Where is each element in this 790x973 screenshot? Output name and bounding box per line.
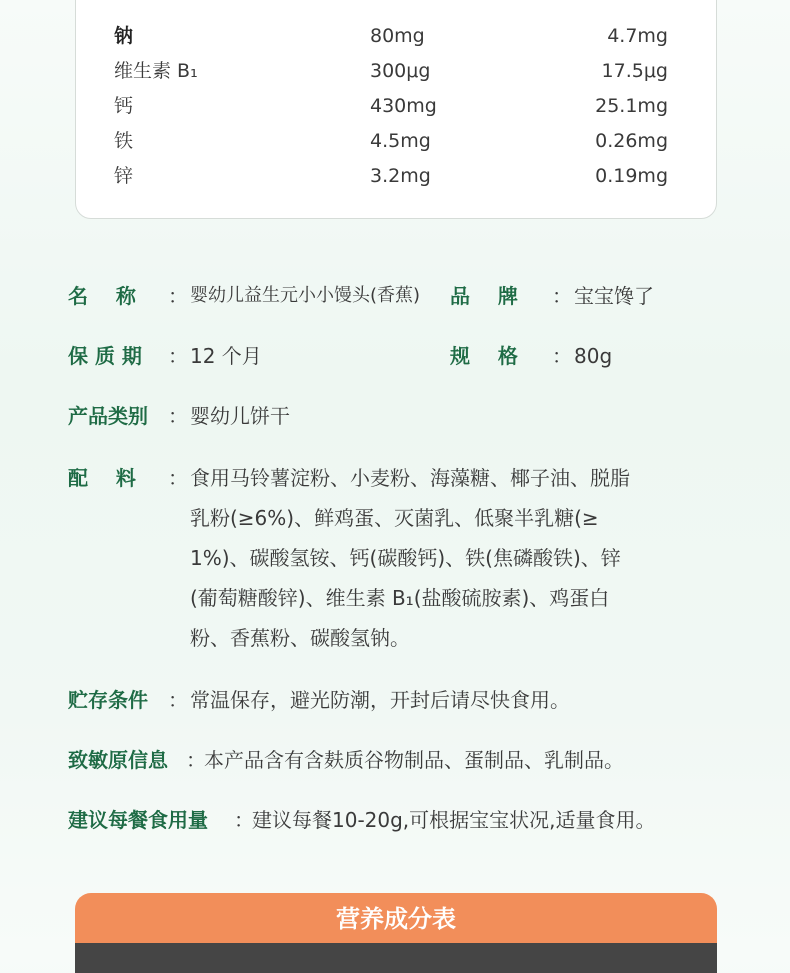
shelf-life-label: 保 质 期 [68, 344, 142, 368]
allergen-label: 致敏原信息 [68, 748, 168, 772]
nutrition-table-column-header [75, 943, 717, 973]
category-value: 婴幼儿饼干 [190, 404, 290, 428]
shelf-life-colon: ： [168, 344, 188, 368]
nutrition-row [76, 161, 716, 191]
nutrient-name: 铁 [114, 130, 134, 152]
nutrient-nrv: 0.26mg [595, 130, 668, 152]
nutrient-per100: 3.2mg [370, 165, 431, 187]
nutrition-row [76, 126, 716, 156]
ingredients-line: 乳粉(≥6%)、鲜鸡蛋、灭菌乳、低聚半乳糖(≥ [190, 506, 599, 530]
name-label: 名 称 [68, 284, 136, 308]
nutrient-name: 钙 [114, 95, 134, 117]
serving-colon: ： [234, 808, 254, 832]
nutrient-name: 锌 [114, 165, 134, 187]
brand-value: 宝宝馋了 [574, 284, 654, 308]
name-colon: ： [168, 284, 188, 308]
nutrition-table-header [75, 893, 717, 973]
category-label: 产品类别 [68, 404, 148, 428]
ingredients-line: 粉、香蕉粉、碳酸氢钠。 [190, 626, 410, 650]
nutrition-row [76, 91, 716, 121]
spec-value: 80g [574, 344, 613, 368]
storage-value: 常温保存，避光防潮，开封后请尽快食用。 [190, 688, 570, 712]
ingredients-label: 配 料 [68, 466, 136, 490]
name-value: 婴幼儿益生元小小馒头(香蕉) [190, 285, 421, 306]
storage-colon: ： [168, 688, 188, 712]
nutrient-name: 钠 [114, 25, 134, 47]
allergen-value: 本产品含有含麸质谷物制品、蛋制品、乳制品。 [204, 748, 624, 772]
nutrient-per100: 430mg [370, 95, 437, 117]
nutrient-per100: 300μg [370, 60, 431, 82]
ingredients-colon: ： [168, 466, 188, 490]
ingredients-text [190, 458, 700, 658]
nutrition-row [76, 21, 716, 51]
allergen-colon: ： [186, 748, 206, 772]
shelf-life-value: 12 个月 [190, 344, 262, 368]
ingredients-line: 1%)、碳酸氢铵、钙(碳酸钙)、铁(焦磷酸铁)、锌 [190, 546, 621, 570]
nutrient-per100: 80mg [370, 25, 425, 47]
nutrient-nrv: 0.19mg [595, 165, 668, 187]
nutrient-per100: 4.5mg [370, 130, 431, 152]
brand-label: 品 牌 [450, 284, 518, 308]
storage-label: 贮存条件 [68, 688, 148, 712]
nutrient-name: 维生素 B₁ [114, 60, 198, 82]
brand-colon: ： [552, 284, 572, 308]
serving-label: 建议每餐食用量 [68, 808, 208, 832]
nutrition-row [76, 56, 716, 86]
nutrient-nrv: 4.7mg [607, 25, 668, 47]
nutrient-nrv: 25.1mg [595, 95, 668, 117]
category-colon: ： [168, 404, 188, 428]
nutrient-nrv: 17.5μg [601, 60, 668, 82]
nutrition-table-card [75, 0, 717, 219]
serving-value: 建议每餐10-20g,可根据宝宝状况,适量食用。 [252, 808, 656, 832]
ingredients-line: 食用马铃薯淀粉、小麦粉、海藻糖、椰子油、脱脂 [190, 466, 630, 490]
spec-colon: ： [552, 344, 572, 368]
spec-label: 规 格 [450, 344, 518, 368]
ingredients-line: (葡萄糖酸锌)、维生素 B₁(盐酸硫胺素)、鸡蛋白 [190, 586, 610, 610]
nutrition-table-title: 营养成分表 [336, 905, 456, 933]
